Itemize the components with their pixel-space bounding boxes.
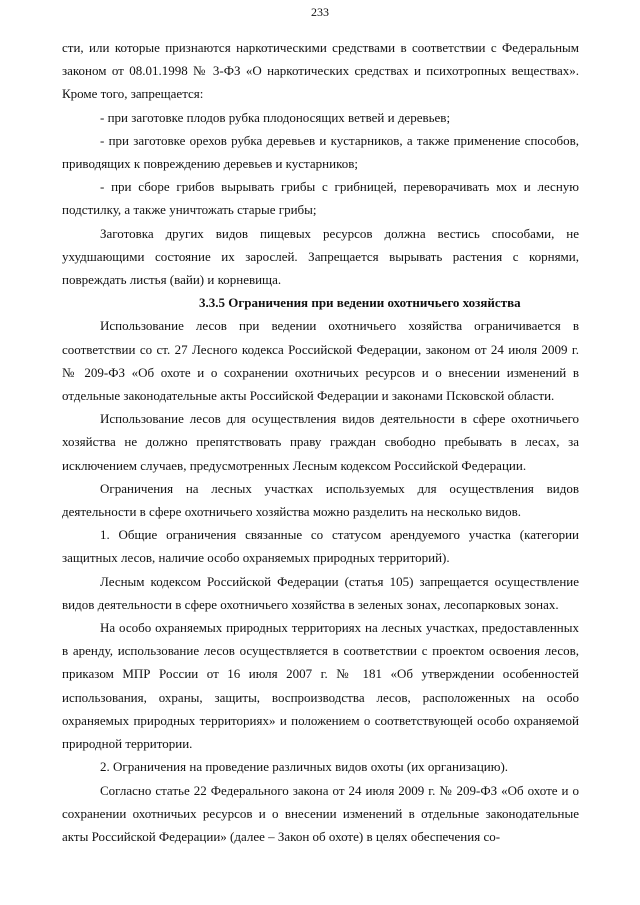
paragraph: 1. Общие ограничения связанные со статусом арендуемого участка (категории защитных лесов, наличие особо охраняемых природных территорий). (62, 527, 579, 566)
list-item: - при сборе грибов вырывать грибы с грибницей, переворачивать мох и лесную подстилку, а также уничтожать старые грибы; (62, 179, 579, 218)
paragraph: сти, или которые признаются наркотическими средствами в соответствии с Федеральным законом от 08.01.1998 № 3-ФЗ «О наркотических средствах и психотропных веществах». Кроме того, запрещается: (62, 40, 579, 102)
page-number: 233 (311, 5, 329, 19)
paragraph: 2. Ограничения на проведение различных видов охоты (их организацию). (100, 759, 509, 775)
paragraph: Использование лесов для осуществления видов деятельности в сфере охотничьего хозяйства не должно препятствовать праву граждан свободно пребывать в лесах, за исключением случаев, предусмотренных Лесным кодексом Российской Федерации. (62, 411, 579, 473)
section-heading: 3.3.5 Ограничения при ведении охотничьего хозяйства (199, 295, 521, 311)
paragraph: На особо охраняемых природных территориях на лесных участках, предоставленных в аренду, использование лесов осуществляется в соответствии с проектом освоения лесов, приказом МПР России от 16 июля 2007 г. № 181 «Об утверждении особенностей использования, охраны, защиты, воспроизводства лесов, расположенных на особо охраняемых природных территориях» и положением о соответствующей особо охраняемой природной территории. (62, 620, 579, 752)
paragraph: Заготовка других видов пищевых ресурсов должна вестись способами, не ухудшающими состояние их зарослей. Запрещается вырывать растения с корнями, повреждать листья (вайи) и корневища. (62, 225, 579, 288)
paragraph: Лесным кодексом Российской Федерации (статья 105) запрещается осуществление видов деятельности в сфере охотничьего хозяйства в зеленых зонах, лесопарковых зонах. (62, 573, 579, 612)
list-item: - при заготовке орехов рубка деревьев и кустарников, а также применение способов, приводящих к повреждению деревьев и кустарников; (62, 132, 579, 172)
list-item: - при заготовке плодов рубка плодоносящих ветвей и деревьев; (100, 109, 451, 125)
paragraph: Согласно статье 22 Федерального закона от 24 июля 2009 г. № 209-ФЗ «Об охоте и о сохранении охотничьих ресурсов и о внесении изменений в отдельные законодательные акты Российской Федерации» (далее – Закон об охоте) в целях обеспечения со- (62, 782, 579, 844)
paragraph: Использование лесов при ведении охотничьего хозяйства ограничивается в соответствии со ст. 27 Лесного кодекса Российской Федерации, законом от 24 июля 2009 г. № 209-ФЗ «Об охоте и о сохранении охотничьих ресурсов и о внесении изменений в отдельные законодательные акты Российской Федерации и законами Псковской области. (62, 318, 579, 404)
paragraph: Ограничения на лесных участках используемых для осуществления видов деятельности в сфере охотничьего хозяйства можно разделить на несколько видов. (62, 480, 579, 520)
document-body (62, 36, 579, 848)
